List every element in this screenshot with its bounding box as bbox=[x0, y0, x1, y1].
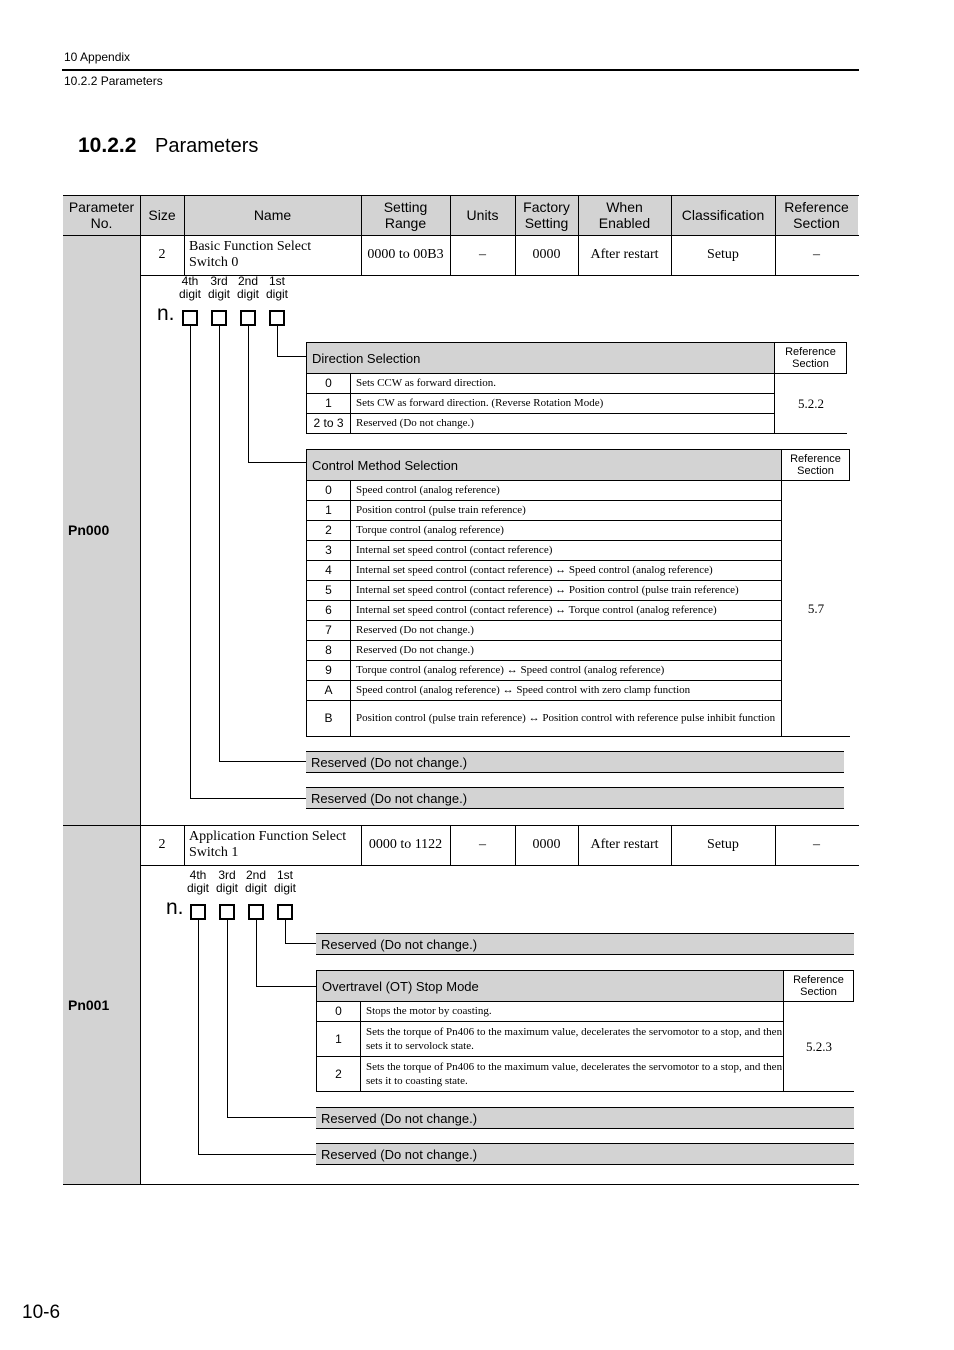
section-title: Parameters bbox=[155, 135, 259, 157]
col-rule bbox=[450, 825, 451, 865]
rule bbox=[248, 326, 249, 462]
control-method-selection-option-row bbox=[306, 660, 782, 681]
pn000-reserved-3rd-digit: Reserved (Do not change.) bbox=[306, 751, 844, 773]
rule bbox=[198, 920, 199, 1154]
option-description: Sets the torque of Pn406 to the maximum value, decelerates the servomotor to a stop, and then sets it to coasting state. bbox=[361, 1056, 784, 1092]
direction-selection-title: Direction Selection bbox=[306, 342, 775, 374]
pn000-size: 2 bbox=[158, 247, 166, 262]
rule bbox=[227, 1117, 316, 1118]
pn000-classification: Setup bbox=[707, 247, 739, 262]
pn001-digit-label: 1st digit bbox=[273, 868, 296, 895]
pn000-digit-box bbox=[269, 310, 285, 326]
col-rule bbox=[450, 235, 451, 275]
direction-selection-option-row bbox=[306, 413, 775, 434]
pn000-reference-section: – bbox=[813, 247, 820, 262]
pn000-when-enabled: After restart bbox=[590, 247, 659, 262]
direction-selection-ref-value: 5.2.2 bbox=[775, 374, 847, 434]
col-rule bbox=[450, 195, 451, 235]
col-rule bbox=[361, 195, 362, 235]
option-description: Internal set speed control (contact reference) ↔ Torque control (analog reference) bbox=[351, 600, 782, 621]
control-method-selection-ref-value: 5.7 bbox=[782, 481, 850, 737]
overtravel-stop-mode-ref-header: Reference Section bbox=[783, 970, 854, 1002]
overtravel-stop-mode-option-row bbox=[316, 1001, 784, 1022]
option-description: Position control (pulse train reference) ↔ Position control with reference pulse inhibit function bbox=[351, 700, 782, 737]
pn001-digit-box bbox=[277, 904, 293, 920]
control-method-selection-option-row bbox=[306, 640, 782, 661]
header-rule bbox=[62, 69, 859, 71]
header-bottom-rule bbox=[63, 235, 859, 236]
option-description: Speed control (analog reference) ↔ Speed control with zero clamp function bbox=[351, 680, 782, 701]
rule bbox=[285, 943, 316, 944]
option-description: Reserved (Do not change.) bbox=[351, 413, 775, 434]
control-method-selection-option-row bbox=[306, 580, 782, 601]
pn001-digit-box bbox=[219, 904, 235, 920]
pn001-size: 2 bbox=[158, 837, 166, 852]
table-top-rule bbox=[63, 195, 859, 196]
running-header-section: 10.2.2 Parameters bbox=[64, 74, 163, 88]
page-number: 10-6 bbox=[22, 1302, 61, 1323]
control-method-selection-option-row bbox=[306, 560, 782, 581]
option-value: 8 bbox=[306, 640, 351, 661]
col-rule bbox=[361, 825, 362, 865]
pn001-when-enabled: After restart bbox=[590, 837, 659, 852]
col-rule bbox=[775, 195, 776, 235]
option-value: 9 bbox=[306, 660, 351, 681]
parameter-number-pn000: Pn000 bbox=[68, 522, 110, 538]
control-method-selection-option-row bbox=[306, 620, 782, 641]
control-method-selection-option-row bbox=[306, 520, 782, 541]
control-method-selection-option-row bbox=[306, 700, 782, 737]
column-header: Classification bbox=[681, 207, 765, 223]
option-value: 7 bbox=[306, 620, 351, 641]
pn001-n-prefix: n. bbox=[166, 896, 184, 919]
option-description: Position control (pulse train reference) bbox=[351, 500, 782, 521]
control-method-selection-option-row bbox=[306, 480, 782, 501]
rule bbox=[198, 1154, 316, 1155]
overtravel-stop-mode-title: Overtravel (OT) Stop Mode bbox=[316, 970, 784, 1002]
col-rule bbox=[775, 825, 776, 865]
pn000-digit-label: 2nd digit bbox=[236, 274, 259, 301]
control-method-selection-title: Control Method Selection bbox=[306, 449, 782, 481]
column-header: Size bbox=[148, 207, 176, 223]
col-rule bbox=[515, 195, 516, 235]
control-method-selection-ref-header: Reference Section bbox=[781, 449, 850, 481]
direction-selection-option-row bbox=[306, 393, 775, 414]
table-bottom-rule bbox=[63, 1184, 859, 1185]
col-rule bbox=[515, 825, 516, 865]
option-value: 0 bbox=[306, 373, 351, 394]
option-value: 1 bbox=[306, 393, 351, 414]
column-header: Units bbox=[466, 207, 499, 223]
col-rule bbox=[671, 825, 672, 865]
pn000-reserved-4th-digit: Reserved (Do not change.) bbox=[306, 787, 844, 809]
option-value: 1 bbox=[306, 500, 351, 521]
direction-selection-ref-header: Reference Section bbox=[774, 342, 847, 374]
control-method-selection-option-row bbox=[306, 540, 782, 561]
control-method-selection-option-row bbox=[306, 500, 782, 521]
option-value: 4 bbox=[306, 560, 351, 581]
rule bbox=[219, 326, 220, 761]
pn000-digit-label: 4th digit bbox=[178, 274, 201, 301]
pn001-digit-box bbox=[248, 904, 264, 920]
pn000-units: – bbox=[479, 247, 486, 262]
rule bbox=[227, 920, 228, 1117]
option-description: Sets CCW as forward direction. bbox=[351, 373, 775, 394]
pn000-digit-label: 1st digit bbox=[265, 274, 288, 301]
column-header: Reference Section bbox=[784, 199, 849, 231]
pn000-factory-setting: 0000 bbox=[532, 247, 561, 262]
col-rule bbox=[184, 825, 185, 865]
pn000-name: Basic Function Select Switch 0 bbox=[189, 239, 312, 270]
option-value: 6 bbox=[306, 600, 351, 621]
pn000-digit-label: 3rd digit bbox=[207, 274, 230, 301]
column-header: Name bbox=[253, 207, 292, 223]
section-number: 10.2.2 bbox=[78, 134, 137, 157]
col-rule bbox=[184, 235, 185, 275]
option-value: 2 to 3 bbox=[306, 413, 351, 434]
pn000-n-prefix: n. bbox=[157, 302, 175, 325]
pn001-reserved-1st-digit: Reserved (Do not change.) bbox=[316, 933, 854, 955]
rule bbox=[190, 326, 191, 798]
pn000-setting-range: 0000 to 00B3 bbox=[367, 247, 444, 262]
col-rule bbox=[140, 195, 141, 1185]
col-rule bbox=[184, 195, 185, 235]
pn000-bottom-rule bbox=[63, 825, 859, 826]
option-description: Torque control (analog reference) bbox=[351, 520, 782, 541]
option-value: 2 bbox=[306, 520, 351, 541]
pn001-digit-label: 2nd digit bbox=[244, 868, 267, 895]
option-value: A bbox=[306, 680, 351, 701]
direction-selection-option-row bbox=[306, 373, 775, 394]
option-description: Internal set speed control (contact reference) ↔ Position control (pulse train reference) bbox=[351, 580, 782, 601]
col-rule bbox=[361, 235, 362, 275]
column-header: Factory Setting bbox=[523, 199, 570, 231]
option-value: 3 bbox=[306, 540, 351, 561]
option-description: Torque control (analog reference) ↔ Speed control (analog reference) bbox=[351, 660, 782, 681]
pn001-reserved-3rd-digit: Reserved (Do not change.) bbox=[316, 1107, 854, 1129]
column-header: Setting Range bbox=[383, 199, 428, 231]
pn001-units: – bbox=[479, 837, 486, 852]
option-value: 0 bbox=[316, 1001, 361, 1022]
overtravel-stop-mode-option-row bbox=[316, 1056, 784, 1092]
option-value: 0 bbox=[306, 480, 351, 501]
rule bbox=[219, 761, 307, 762]
col-rule bbox=[578, 825, 579, 865]
pn001-factory-setting: 0000 bbox=[532, 837, 561, 852]
pn001-digit-label: 4th digit bbox=[186, 868, 209, 895]
pn001-name: Application Function Select Switch 1 bbox=[189, 829, 347, 860]
col-rule bbox=[671, 195, 672, 235]
col-rule bbox=[578, 195, 579, 235]
overtravel-stop-mode-ref-value: 5.2.3 bbox=[784, 1002, 854, 1092]
rule bbox=[277, 326, 278, 356]
rule bbox=[256, 920, 257, 986]
pn000-digit-box bbox=[240, 310, 256, 326]
rule bbox=[277, 356, 307, 357]
column-header: When Enabled bbox=[598, 199, 651, 231]
rule bbox=[190, 798, 307, 799]
col-rule bbox=[671, 235, 672, 275]
option-description: Reserved (Do not change.) bbox=[351, 640, 782, 661]
rule bbox=[248, 462, 307, 463]
option-value: 2 bbox=[316, 1056, 361, 1092]
col-rule bbox=[775, 235, 776, 275]
control-method-selection-option-row bbox=[306, 600, 782, 621]
control-method-selection-option-row bbox=[306, 680, 782, 701]
pn001-digit-label: 3rd digit bbox=[215, 868, 238, 895]
pn001-setting-range: 0000 to 1122 bbox=[368, 837, 443, 852]
col-rule bbox=[578, 235, 579, 275]
pn001-digit-box bbox=[190, 904, 206, 920]
option-value: 1 bbox=[316, 1021, 361, 1057]
pn000-digit-box bbox=[182, 310, 198, 326]
pn000-digit-box bbox=[211, 310, 227, 326]
pn001-reserved-4th-digit: Reserved (Do not change.) bbox=[316, 1143, 854, 1165]
option-value: B bbox=[306, 700, 351, 737]
overtravel-stop-mode-option-row bbox=[316, 1021, 784, 1057]
pn001-row-rule bbox=[140, 865, 859, 866]
option-description: Internal set speed control (contact reference) ↔ Speed control (analog reference) bbox=[351, 560, 782, 581]
rule bbox=[256, 986, 316, 987]
pn001-classification: Setup bbox=[707, 837, 739, 852]
option-description: Speed control (analog reference) bbox=[351, 480, 782, 501]
option-description: Stops the motor by coasting. bbox=[361, 1001, 784, 1022]
column-header: Parameter No. bbox=[68, 199, 135, 231]
option-value: 5 bbox=[306, 580, 351, 601]
col-rule bbox=[515, 235, 516, 275]
option-description: Sets CW as forward direction. (Reverse Rotation Mode) bbox=[351, 393, 775, 414]
parameter-number-pn001: Pn001 bbox=[68, 996, 110, 1013]
pn001-reference-section: – bbox=[813, 837, 820, 852]
rule bbox=[285, 920, 286, 943]
option-description: Sets the torque of Pn406 to the maximum value, decelerates the servomotor to a stop, and then sets it to servolock state. bbox=[361, 1021, 784, 1057]
running-header-chapter: 10 Appendix bbox=[64, 50, 131, 64]
option-description: Internal set speed control (contact reference) bbox=[351, 540, 782, 561]
option-description: Reserved (Do not change.) bbox=[351, 620, 782, 641]
